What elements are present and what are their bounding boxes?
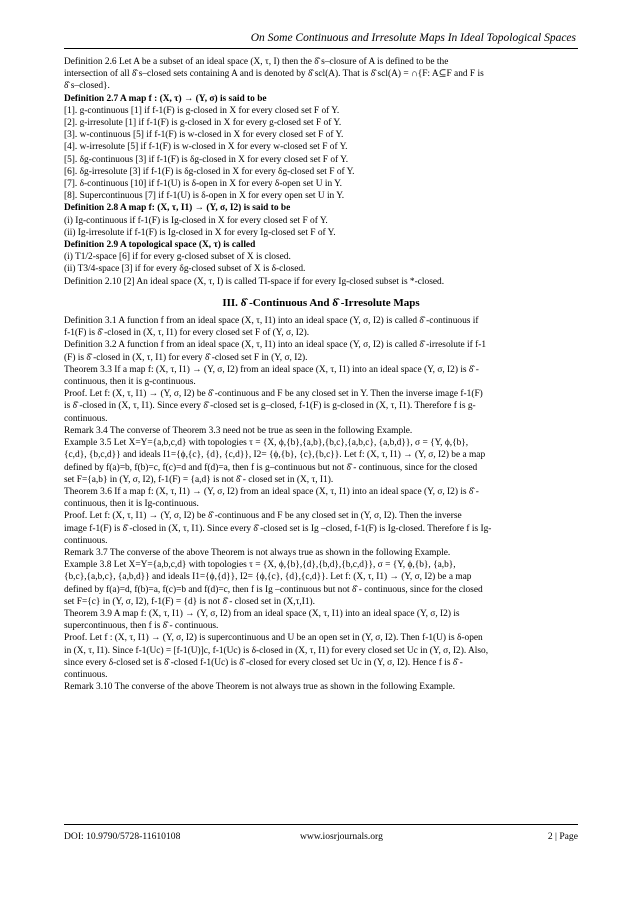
body-line: Definition 2.7 A map f : (X, τ) → (Y, σ) is said to be <box>64 93 267 104</box>
body-line: Definition 3.2 A function f from an ideal space (X, τ, I1) into an ideal space (Y, σ, I2) is called δ̂ -irresolute if f-1 <box>64 340 487 351</box>
body-line: [6]. δg-irresolute [3] if f-1(F) is δg-closed in X for every δg-closed set F of Y. <box>64 166 355 177</box>
body-line: (F) is δ̂ -closed in (X, τ, I1) for every δ̂ -closed set F in (Y, σ, I2). <box>64 352 308 363</box>
body-line: f-1(F) is δ̂ -closed in (X, τ, I1) for every closed set F of (Y, σ, I2). <box>64 328 310 339</box>
body-line: Proof. Let f: (X, τ, I1) → (Y, σ, I2) be δ̂ -continuous and F be any closed set in (Y, σ, I2). Then the inverse <box>64 511 462 522</box>
body-line: is δ̂ -closed in (X, τ, I1). Since every δ̂ -closed set is g–closed, f-1(F) is g-closed in (X, τ, I1). Therefore f is g- <box>64 401 476 412</box>
body-line: {b,c},{a,b,c}, {a,b,d}} and ideals I1={ϕ,{d}}, I2= {ϕ,{c}, {d},{c,d}}. Let f: (X, τ, I1) → (Y, σ, I2) be a map <box>64 572 472 583</box>
body-line: [5]. δg-continuous [3] if f-1(F) is δg-closed in X for every closed set F of Y. <box>64 154 349 165</box>
body-line: (ii) T3/4-space [3] if for every δg-closed subset of X is δ-closed. <box>64 264 306 275</box>
body-line: [3]. w-continuous [5] if f-1(F) is w-closed in X for every closed set F of Y. <box>64 130 344 141</box>
body-line: set F={a,b} in (Y, σ, I2), f-1(F) = {a,d} is not δ̂ - closed set in (X, τ, I1). <box>64 474 334 485</box>
body-line: Example 3.5 Let X=Y={a,b,c,d} with topologies τ = {X, ϕ,{b},{a,b},{b,c},{a,b,c}, {a,b,d}}, σ = {Y, ϕ,{b}, <box>64 438 469 449</box>
body-line: δ̂ s–closed}. <box>64 81 110 92</box>
body-line: continuous. <box>64 669 108 680</box>
body-line: Definition 2.8 A map f: (X, τ, I1) → (Y, σ, I2) is said to be <box>64 203 291 214</box>
body-line: [8]. Supercontinuous [7] if f-1(U) is δ-open in X for every open set U in Y. <box>64 191 345 202</box>
body-line: [7]. δ-continuous [10] if f-1(U) is δ-open in X for every δ-open set U in Y. <box>64 179 343 190</box>
body-line: Remark 3.10 The converse of the above Theorem is not always true as shown in the following Example. <box>64 682 455 693</box>
body-line: Proof. Let f : (X, τ, I1) → (Y, σ, I2) is supercontinuous and U be an open set in (Y, σ, I2). Then f-1(U) is δ-open <box>64 633 483 644</box>
footer-page-number: 2 | Page <box>547 831 578 842</box>
body-line: intersection of all δ̂ s–closed sets containing A and is denoted by δ̂ scl(A). That is δ̂ scl(A) = ∩{F: A⊆F and F is <box>64 69 484 80</box>
body-line: {c,d}, {b,c,d}} and ideals I1={ϕ,{c}, {d}, {c,d}}, I2= {ϕ,{b}, {c},{b,c}}. Let f: (X, τ, I1) → (Y, σ, I2) be a map <box>64 450 486 461</box>
body-line: continuous, then it is g-continuous. <box>64 377 196 388</box>
body-line: Remark 3.4 The converse of Theorem 3.3 need not be true as seen in the following Example. <box>64 425 413 436</box>
body-line: Theorem 3.6 If a map f: (X, τ, I1) → (Y, σ, I2) from an ideal space (X, τ, I1) into an ideal space (Y, σ, I2) is δ̂ - <box>64 486 479 497</box>
body-line: (i) Ig-continuous if f-1(F) is Ig-closed in X for every closed set F of Y. <box>64 215 328 226</box>
body-line: Remark 3.7 The converse of the above Theorem is not always true as shown in the following Example. <box>64 547 451 558</box>
page-body <box>64 56 578 693</box>
body-line: Definition 2.9 A topological space (X, τ) is called <box>64 240 256 251</box>
section-heading: III. δ̂ -Continuous And δ̂ -Irresolute Maps <box>222 296 420 309</box>
body-line: Example 3.8 Let X=Y={a,b,c,d} with topologies τ = {X, ϕ,{b},{d},{b,d},{b,c,d}}, σ = {Y, ϕ,{b}, {a,b}, <box>64 560 456 571</box>
body-line: set F={c} in (Y, σ, I2), f-1(F) = {d} is not δ̂ - closed set in (X,τ,I1). <box>64 596 315 607</box>
body-line: defined by f(a)=d, f(b)=a, f(c)=b and f(d)=c, then f is Ig –continuous but not δ̂ - continuous, since for the closed <box>64 584 483 595</box>
body-line: Definition 3.1 A function f from an ideal space (X, τ, I1) into an ideal space (Y, σ, I2) is called δ̂ -continuous if <box>64 316 479 327</box>
footer-rule <box>64 824 578 825</box>
body-line: [2]. g-irresolute [1] if f-1(F) is g-closed in X for every g-closed set F of Y. <box>64 118 342 129</box>
body-line: continuous. <box>64 535 108 546</box>
body-line: [1]. g-continuous [1] if f-1(F) is g-closed in X for every closed set F of Y. <box>64 105 340 116</box>
body-line: Definition 2.6 Let A be a subset of an ideal space (X, τ, I) then the δ̂ s–closure of A is defined to be the <box>64 57 449 67</box>
body-line: [4]. w-irresolute [5] if f-1(F) is w-closed in X for every w-closed set F of Y. <box>64 142 348 153</box>
body-line: Definition 2.10 [2] An ideal space (X, τ, I) is called TI-space if for every Ig-closed subset is *-closed. <box>64 276 445 287</box>
body-line: continuous, then it is Ig-continuous. <box>64 499 199 510</box>
body-line: Proof. Let f: (X, τ, I1) → (Y, σ, I2) be δ̂ -continuous and F be any closed set in Y. Then the inverse image f-1(F) <box>64 389 483 400</box>
running-title: On Some Continuous and Irresolute Maps In Ideal Topological Spaces <box>250 32 576 44</box>
body-line: supercontinuous, then f is δ̂ - continuous. <box>64 621 219 632</box>
body-line: since every δ-closed set is δ̂ -closed f-1(Uc) is δ̂ -closed for every closed set Uc in (Y, σ, I2). Hence f is δ̂ - <box>64 657 463 668</box>
body-line: Theorem 3.9 A map f: (X, τ, I1) → (Y, σ, I2) from an ideal space (X, τ, I1) into an ideal space (Y, σ, I2) is <box>64 608 460 619</box>
body-line: in (X, τ, I1). Since f-1(Uc) = [f-1(U)]c, f-1(Uc) is δ-closed in (X, τ, I1) for every closed set Uc in (Y, σ, I2). Also, <box>64 645 489 656</box>
body-line: image f-1(F) is δ̂ -closed in (X, τ, I1). Since every δ̂ -closed set is Ig –closed, f-1(F) is Ig-closed. Therefore f is Ig- <box>64 523 492 534</box>
footer-doi: DOI: 10.9790/5728-11610108 <box>64 831 181 842</box>
body-line: Theorem 3.3 If a map f: (X, τ, I1) → (Y, σ, I2) from an ideal space (X, τ, I1) into an ideal space (Y, σ, I2) is δ̂ - <box>64 364 479 375</box>
header-rule <box>64 48 578 49</box>
body-line: (i) T1/2-space [6] if for every g-closed subset of X is closed. <box>64 252 291 263</box>
body-line: continuous. <box>64 413 108 424</box>
body-line: defined by f(a)=b, f(b)=c, f(c)=d and f(d)=a, then f is g–continuous but not δ̂ - continuous, since for the closed <box>64 462 478 473</box>
footer-site-link[interactable]: www.iosrjournals.org <box>300 831 383 842</box>
body-line: (ii) Ig-irresolute if f-1(F) is Ig-closed in X for every Ig-closed set F of Y. <box>64 227 336 238</box>
